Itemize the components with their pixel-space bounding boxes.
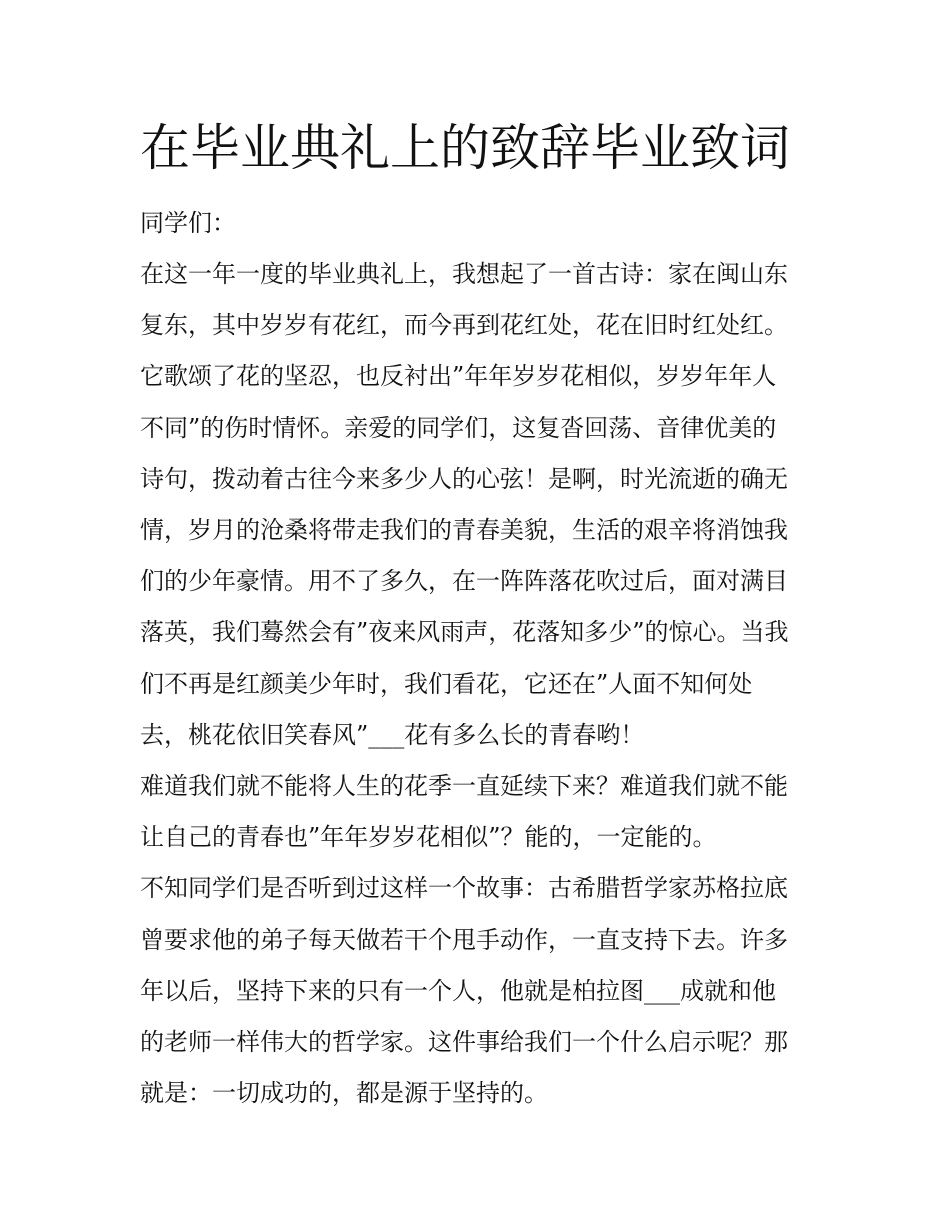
paragraph-line: 它歌颂了花的坚忍，也反衬出”年年岁岁花相似，岁岁年年人 (140, 362, 777, 391)
paragraph-line: 诗句，拨动着古往今来多少人的心弦！是啊，时光流逝的确无 (140, 464, 788, 493)
paragraph-1 (140, 249, 830, 761)
paragraph-line: 不知同学们是否听到过这样一个故事：古希腊哲学家苏格拉底 (140, 874, 788, 903)
paragraph-line: 在这一年一度的毕业典礼上，我想起了一首古诗：家在闽山东 (140, 260, 788, 288)
paragraph-line: 让自己的青春也”年年岁岁花相似”？能的，一定能的。 (140, 823, 717, 852)
greeting: 同学们： (140, 209, 236, 237)
paragraph-3 (140, 863, 830, 1119)
paragraph-line: 去，桃花依旧笑春风”___花有多么长的青春哟！ (140, 720, 645, 749)
paragraph-line: 的老师一样伟大的哲学家。这件事给我们一个什么启示呢？那 (140, 1028, 788, 1057)
paragraph-line: 们不再是红颜美少年时，我们看花，它还在”人面不知何处 (140, 669, 753, 698)
paragraph-line: 复东，其中岁岁有花红，而今再到花红处，花在旧时红处红。 (140, 311, 788, 340)
paragraph-2 (140, 761, 830, 863)
paragraph-line: 们的少年豪情。用不了多久，在一阵阵落花吹过后，面对满目 (140, 567, 788, 596)
paragraph-line: 就是：一切成功的，都是源于坚持的。 (140, 1079, 548, 1108)
document-title: 在毕业典礼上的致辞毕业致词 (140, 119, 790, 177)
document-body (140, 112, 830, 1119)
paragraph-line: 落英，我们蓦然会有”夜来风雨声，花落知多少”的惊心。当我 (140, 618, 789, 647)
paragraph-line: 曾要求他的弟子每天做若干个甩手动作，一直支持下去。许多 (140, 925, 788, 954)
paragraph-line: 年以后，坚持下来的只有一个人，他就是柏拉图___成就和他 (140, 976, 776, 1005)
paragraph-line: 情，岁月的沧桑将带走我们的青春美貌，生活的艰辛将消蚀我 (140, 516, 788, 545)
paragraph-line: 不同”的伤时情怀。亲爱的同学们，这复沓回荡、音律优美的 (140, 413, 777, 442)
paragraph-line: 难道我们就不能将人生的花季一直延续下来？难道我们就不能 (140, 772, 788, 801)
